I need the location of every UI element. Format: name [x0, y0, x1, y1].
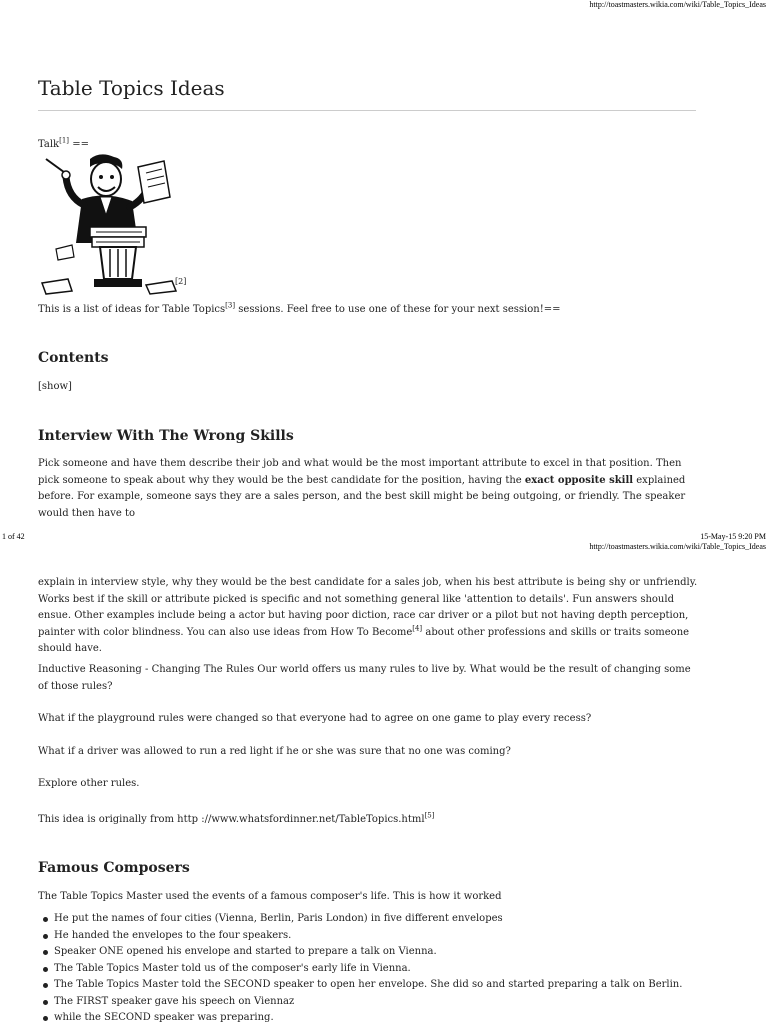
interview-text-2-tail: about other professions and skills or traits someone should have. [38, 626, 690, 654]
section-heading-composers: Famous Composers [38, 860, 190, 876]
explore-rules-text: Explore other rules. [38, 778, 140, 789]
page-url-header: http://toastmasters.wikia.com/wiki/Table_Topics_Ideas [589, 0, 766, 9]
page-title: Table Topics Ideas [38, 76, 696, 111]
speaker-at-podium-cartoon-icon [38, 153, 178, 295]
intro-text-tail: sessions. Feel free to use one of these for your next session!== [235, 304, 561, 315]
contents-heading: Contents [38, 350, 109, 366]
talk-text: Talk [38, 139, 60, 150]
red-light-question: What if a driver was allowed to run a red light if he or she was sure that no one was coming? [38, 746, 511, 757]
list-item: Speaker ONE opened his envelope and started to prepare a talk on Vienna. [38, 944, 718, 961]
list-item: The Table Topics Master told the SECOND speaker to open her envelope. She did so and started preparing a talk on Berlin. [38, 977, 718, 994]
contents-toggle[interactable]: [show] [38, 381, 72, 392]
talk-line [38, 137, 696, 154]
list-item: The Table Topics Master told us of the composer's early life in Vienna. [38, 961, 718, 978]
interview-paragraph-part1 [38, 456, 696, 522]
reference-link-1[interactable]: [1] [59, 136, 70, 145]
page-number-footer: 1 of 42 [2, 532, 25, 541]
inductive-paragraph: Inductive Reasoning - Changing The Rules Our world offers us many rules to live by. What would be the result of changing some of those rules? [38, 664, 691, 692]
intro-text: This is a list of ideas for Table Topics [38, 304, 226, 315]
exact-opposite-skill-emphasis: exact opposite skill [524, 474, 634, 486]
interview-text: Pick someone and have them describe their job and what would be the most important attribute to excel in that position. Then pick someone to speak about why they would be the best candidate for the position, having the [38, 458, 682, 486]
composers-steps-list [38, 911, 718, 1027]
list-item: He put the names of four cities (Vienna, Berlin, Paris London) in five different envelopes [38, 911, 718, 928]
reference-link-4[interactable]: [4] [412, 624, 423, 633]
talk-tail: == [69, 139, 89, 150]
interview-text-2: explain in interview style, why they would be the best candidate for a sales job, when his best attribute is being shy or unfriendly. Works best if the skill or attribute picked is specific and not something general like 'attention to details'. Fun answers should ensue. Other examples include being a actor but having poor diction, race car driver or a pilot but not having depth perception, painter with color blindness. You can also use ideas from How To Become [38, 577, 698, 638]
list-item: while the SECOND speaker was preparing. [38, 1010, 718, 1027]
reference-link-5[interactable]: [5] [424, 811, 435, 820]
source-text: This idea is originally from http ://www.whatsfordinner.net/TableTopics.html [38, 814, 425, 825]
interview-text-continued: explained before. For example, someone says they are a sales person, and the best skill might be being outgoing, or friendly. The speaker would then have to [38, 474, 686, 519]
playground-question: What if the playground rules were changed so that everyone had to agree on one game to play every recess? [38, 713, 592, 724]
reference-link-3[interactable]: [3] [225, 301, 236, 310]
section-heading-interview: Interview With The Wrong Skills [38, 428, 294, 444]
page-url-header-2: http://toastmasters.wikia.com/wiki/Table_Topics_Ideas [589, 542, 766, 551]
date-footer: 15-May-15 9:20 PM [700, 532, 766, 541]
interview-paragraph-part2 [38, 575, 698, 658]
source-line [38, 812, 696, 829]
list-item: He handed the envelopes to the four speakers. [38, 928, 718, 945]
composers-intro: The Table Topics Master used the events of a famous composer's life. This is how it worked [38, 891, 502, 902]
list-item: The FIRST speaker gave his speech on Viennaz [38, 994, 718, 1011]
intro-paragraph [38, 302, 696, 319]
